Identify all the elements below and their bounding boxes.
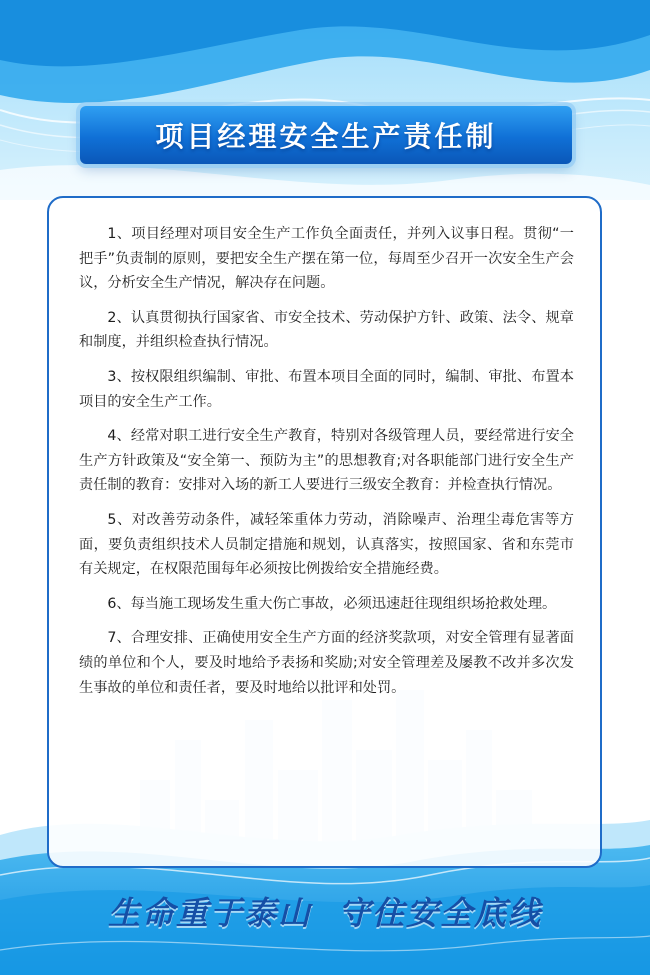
slogan	[0, 888, 650, 934]
slogan-part-1: 生命重于泰山	[107, 894, 312, 932]
content-panel	[47, 196, 602, 868]
paragraph-1: 1、项目经理对项目安全生产工作负全面责任，并列入议事日程。贯彻“一把手”负责制的原则，要把安全生产摆在第一位，每周至少召开一次安全生产会议，分析安全生产情况，解决存在问题。	[79, 226, 574, 292]
paragraph-7: 7、合理安排、正确使用安全生产方面的经济奖款项，对安全管理有显著面绩的单位和个人，要及时地给予表扬和奖励;对安全管理差及屡教不改并多次发生事故的单位和责任者，要及时地给以批评和处罚。	[79, 630, 574, 696]
title-banner	[80, 106, 572, 164]
paragraph-2: 2、认真贯彻执行国家省、市安全技术、劳动保护方针、政策、法令、规章和制度，并组织检查执行情况。	[79, 309, 574, 351]
slogan-part-2: 守住安全底线	[338, 894, 543, 932]
paragraph-3: 3、按权限组织编制、审批、布置本项目全面的同时，编制、审批、布置本项目的安全生产工作。	[79, 368, 574, 410]
paragraph-5: 5、对改善劳动条件，减轻笨重体力劳动，消除噪声、治理尘毒危害等方面，要负责组织技术人员制定措施和规划，认真落实，按照国家、省和东莞市有关规定，在权限范围每年必须按比例拨给安全措施经费。	[79, 511, 574, 578]
paragraph-6: 6、每当施工现场发生重大伤亡事故，必须迅速赶往现组织场抢救处理。	[107, 595, 557, 612]
page-title: 项目经理安全生产责任制	[155, 120, 497, 153]
paragraph-4: 4、经常对职工进行安全生产教育，特别对各级管理人员，要经常进行安全生产方针政策及“安全第一、预防为主”的思想教育;对各职能部门进行安全生产责任制的教育：安排对入场的新工人要进行三级安全教育：并检查执行情况。	[79, 428, 574, 494]
